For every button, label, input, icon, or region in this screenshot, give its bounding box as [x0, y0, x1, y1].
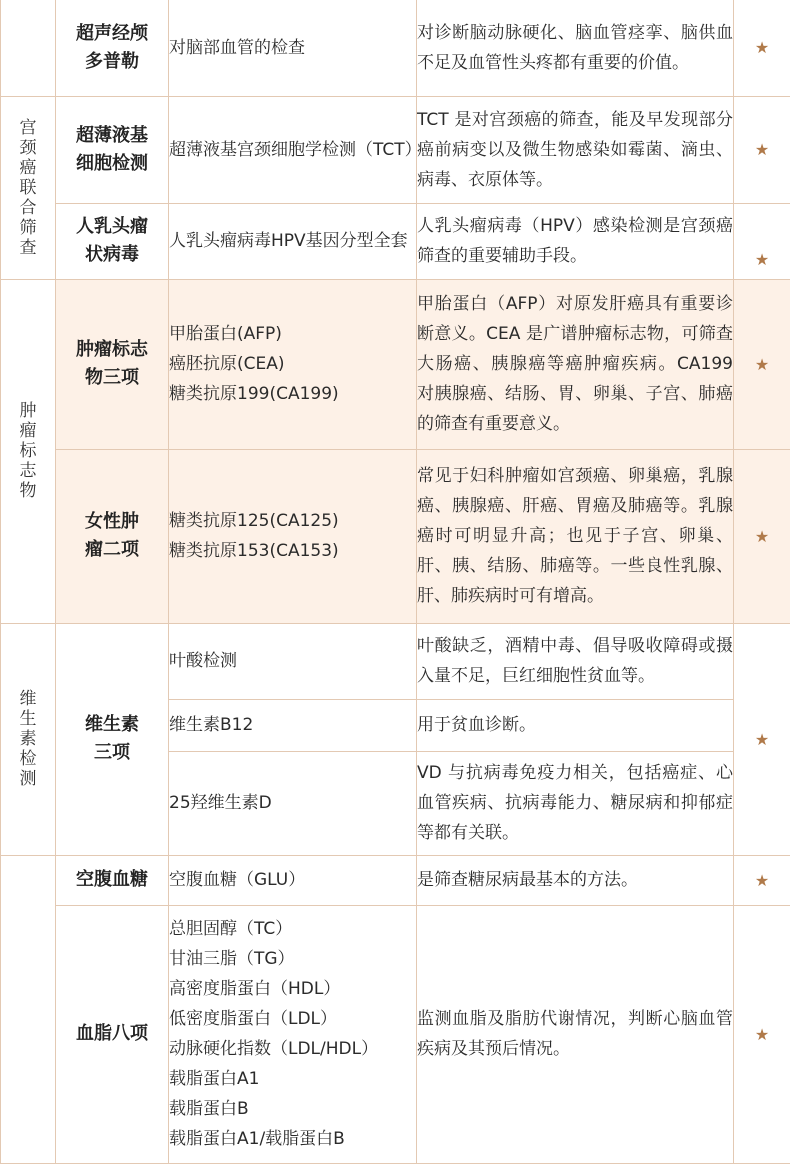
table-row	[1, 279, 790, 449]
exam-items: 总胆固醇（TC） 甘油三脂（TG） 高密度脂蛋白（HDL） 低密度脂蛋白（LDL） 动脉硬化指数（LDL/HDL） 载脂蛋白A1 载脂蛋白B 载脂蛋白A1/载脂蛋白B	[169, 905, 417, 1163]
exam-items: 25羟维生素D	[169, 751, 417, 855]
exam-name: 超薄液基 细胞检测	[56, 96, 169, 203]
exam-description: VD 与抗病毒免疫力相关，包括癌症、心血管疾病、抗病毒能力、糖尿病和抑郁症等都有关联。	[417, 751, 734, 855]
table-row	[1, 905, 790, 1163]
star-icon: ★	[734, 905, 790, 1163]
category-cell	[1, 0, 56, 96]
category-cell	[1, 855, 56, 1163]
exam-items: 甲胎蛋白(AFP) 癌胚抗原(CEA) 糖类抗原199(CA199)	[169, 279, 417, 449]
table-row	[1, 449, 790, 623]
exam-description: 对诊断脑动脉硬化、脑血管痉挛、脑供血不足及血管性头疼都有重要的价值。	[417, 0, 734, 96]
table-row	[1, 623, 790, 699]
exam-name: 人乳头瘤 状病毒	[56, 203, 169, 279]
star-icon: ★	[734, 279, 790, 449]
star-icon: ★	[734, 449, 790, 623]
star-icon: ★	[734, 96, 790, 203]
exam-description: 人乳头瘤病毒（HPV）感染检测是宫颈癌筛查的重要辅助手段。	[417, 203, 734, 279]
exam-name: 超声经颅 多普勒	[56, 0, 169, 96]
exam-description: TCT 是对宫颈癌的筛查，能及早发现部分癌前病变以及微生物感染如霉菌、滴虫、病毒、衣原体等。	[417, 96, 734, 203]
exam-name: 空腹血糖	[56, 855, 169, 905]
category-cell: 维生素检测	[1, 623, 56, 855]
exam-name: 维生素 三项	[56, 623, 169, 855]
exam-description: 甲胎蛋白（AFP）对原发肝癌具有重要诊断意义。CEA 是广谱肿瘤标志物，可筛查大肠癌、胰腺癌等癌肿瘤疾病。CA199 对胰腺癌、结肠、胃、卵巢、子宫、肺癌的筛查有重要意义。	[417, 279, 734, 449]
category-cell: 宫颈癌联合筛查	[1, 96, 56, 279]
exam-items: 人乳头瘤病毒HPV基因分型全套	[169, 203, 417, 279]
exam-name: 女性肿 瘤二项	[56, 449, 169, 623]
exam-items: 超薄液基宫颈细胞学检测（TCT）	[169, 96, 417, 203]
exam-items: 糖类抗原125(CA125) 糖类抗原153(CA153)	[169, 449, 417, 623]
exam-name: 肿瘤标志 物三项	[56, 279, 169, 449]
star-icon: ★	[734, 203, 790, 279]
exam-description: 常见于妇科肿瘤如宫颈癌、卵巢癌，乳腺癌、胰腺癌、肝癌、胃癌及肺癌等。乳腺癌时可明显升高；也见于子宫、卵巢、肝、胰、结肠、肺癌等。一些良性乳腺、肝、肺疾病时可有增高。	[417, 449, 734, 623]
table-row	[1, 0, 790, 96]
table-row	[1, 855, 790, 905]
category-cell: 肿瘤标志物	[1, 279, 56, 623]
table-row	[1, 96, 790, 203]
exam-description: 监测血脂及脂肪代谢情况，判断心脑血管疾病及其预后情况。	[417, 905, 734, 1163]
exam-description: 用于贫血诊断。	[417, 699, 734, 751]
table-row	[1, 203, 790, 279]
exam-description: 是筛查糖尿病最基本的方法。	[417, 855, 734, 905]
exam-items: 维生素B12	[169, 699, 417, 751]
exam-items: 对脑部血管的检查	[169, 0, 417, 96]
exam-description: 叶酸缺乏，酒精中毒、倡导吸收障碍或摄入量不足，巨红细胞性贫血等。	[417, 623, 734, 699]
exam-items: 空腹血糖（GLU）	[169, 855, 417, 905]
star-icon: ★	[734, 855, 790, 905]
star-icon: ★	[734, 0, 790, 96]
star-icon: ★	[734, 623, 790, 855]
exam-name: 血脂八项	[56, 905, 169, 1163]
exam-items: 叶酸检测	[169, 623, 417, 699]
